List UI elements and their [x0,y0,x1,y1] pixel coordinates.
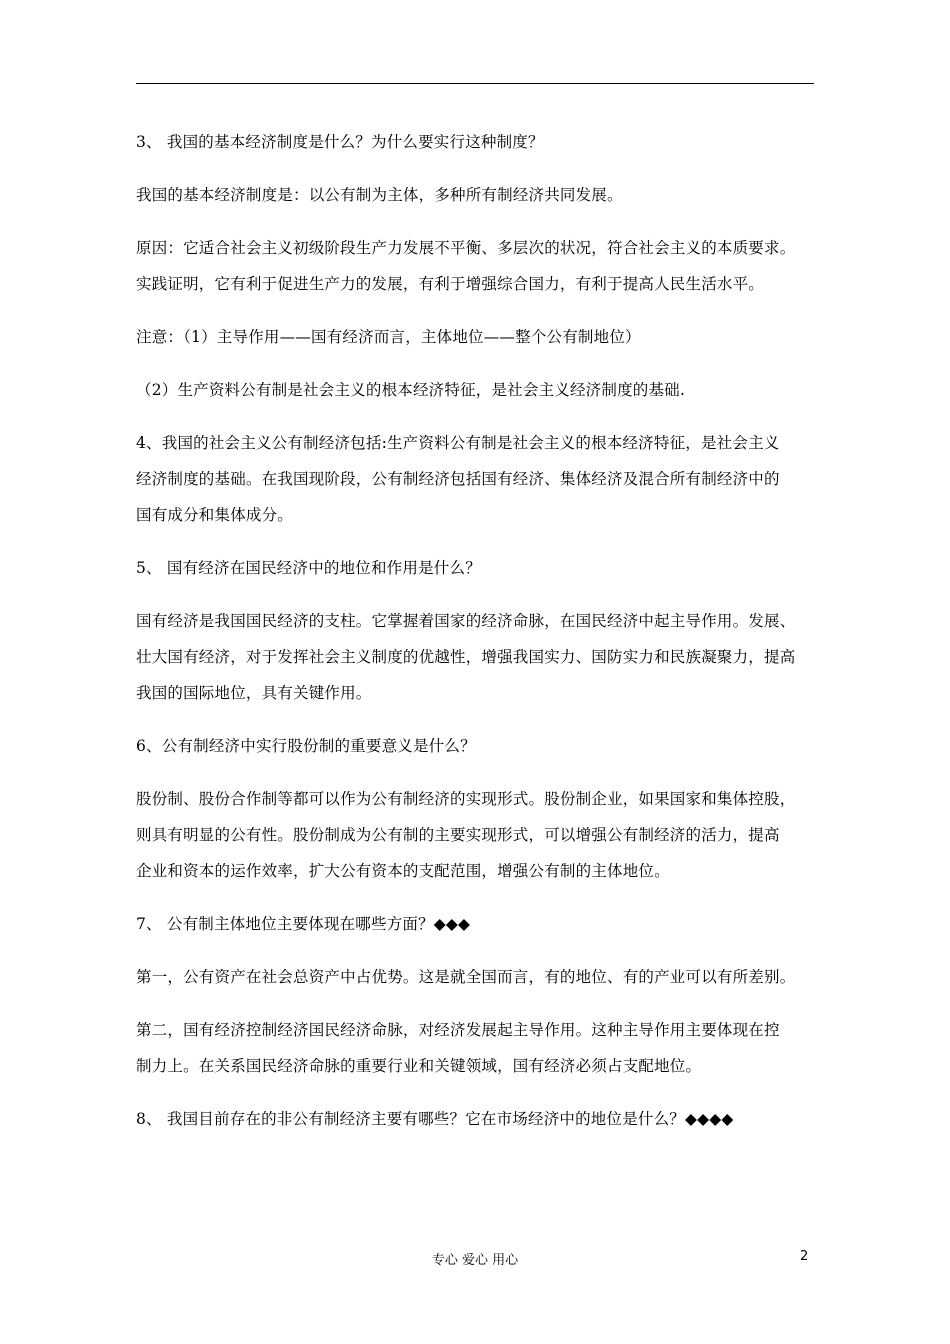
footer-text: 专心 爱心 用心 [431,1253,519,1268]
paragraph [136,728,816,764]
page-number: 2 [800,1249,809,1264]
paragraph [136,603,816,711]
text-line: 5、 国有经济在国民经济中的地位和作用是什么？ [136,559,481,577]
text-line: 制力上。在关系国民经济命脉的重要行业和关键领域，国有经济必须占支配地位。 [136,1057,702,1075]
paragraph [136,230,816,302]
text-line: 经济制度的基础。在我国现阶段，公有制经济包括国有经济、集体经济及混合所有制经济中的 [136,470,780,488]
document-body [136,124,816,1154]
text-line: 国有经济是我国国民经济的支柱。它掌握着国家的经济命脉，在国民经济中起主导作用。发展、 [136,612,796,630]
paragraph [136,425,816,533]
text-line: 注意：（1）主导作用——国有经济而言，主体地位——整个公有制地位） [136,328,641,346]
text-line: 7、 公有制主体地位主要体现在哪些方面？◆◆◆ [136,915,471,933]
paragraph [136,959,816,995]
paragraph [136,124,816,160]
text-line: 8、 我国目前存在的非公有制经济主要有哪些？它在市场经济中的地位是什么？◆◆◆◆ [136,1110,734,1128]
paragraph [136,319,816,355]
paragraph [136,550,816,586]
paragraph [136,1101,816,1137]
text-line: 原因：它适合社会主义初级阶段生产力发展不平衡、多层次的状况，符合社会主义的本质要求。 [136,239,796,257]
text-line: 则具有明显的公有性。股份制成为公有制的主要实现形式，可以增强公有制经济的活力，提高 [136,826,780,844]
paragraph [136,372,816,408]
text-line: （2）生产资料公有制是社会主义的根本经济特征，是社会主义经济制度的基础. [136,381,685,399]
text-line: 4、我国的社会主义公有制经济包括:生产资料公有制是社会主义的根本经济特征，是社会主义 [136,434,780,452]
text-line: 壮大国有经济，对于发挥社会主义制度的优越性，增强我国实力、国防实力和民族凝聚力，提高 [136,648,796,666]
text-line: 3、 我国的基本经济制度是什么？为什么要实行这种制度？ [136,133,544,151]
paragraph [136,781,816,889]
text-line: 股份制、股份合作制等都可以作为公有制经济的实现形式。股份制企业，如果国家和集体控股， [136,790,796,808]
text-line: 6、公有制经济中实行股份制的重要意义是什么？ [136,737,476,755]
text-line: 企业和资本的运作效率，扩大公有资本的支配范围，增强公有制的主体地位。 [136,862,670,880]
text-line: 实践证明，它有利于促进生产力的发展，有利于增强综合国力，有利于提高人民生活水平。 [136,275,765,293]
paragraph [136,906,816,942]
text-line: 国有成分和集体成分。 [136,506,294,524]
header-rule [136,83,814,84]
text-line: 我国的国际地位，具有关键作用。 [136,684,372,702]
paragraph [136,1012,816,1084]
text-line: 我国的基本经济制度是：以公有制为主体，多种所有制经济共同发展。 [136,186,623,204]
text-line: 第二，国有经济控制经济国民经济命脉，对经济发展起主导作用。这种主导作用主要体现在控 [136,1021,780,1039]
text-line: 第一，公有资产在社会总资产中占优势。这是就全国而言，有的地位、有的产业可以有所差别。 [136,968,796,986]
paragraph [136,177,816,213]
